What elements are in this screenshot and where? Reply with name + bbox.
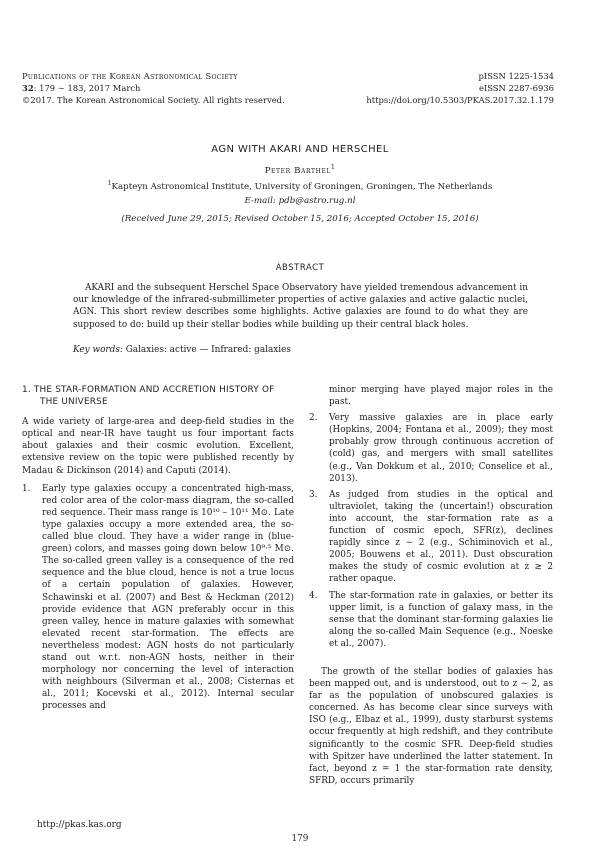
intro-paragraph: A wide variety of large-area and deep-field studies in the optical and near-IR have taught us four important facts about galaxies and their cosmic evolution. Excellent, extensive review on the topic were published recently by Madau & Dickinson (2014) and Caputi (2014). <box>22 417 294 476</box>
keywords-label: Key words: <box>73 345 123 355</box>
list-item <box>309 384 553 408</box>
volume-number: 32 <box>22 83 34 94</box>
list-item <box>309 489 553 586</box>
list-number: 4. <box>309 590 318 601</box>
item-1-text: Early type galaxies occupy a concentrated high-mass, red color area of the color-mass diagram, the so-called red sequence. Their mass range is 10¹⁰ – 10¹¹ M⊙. Late type galaxies occupy a more extended area, the so-called blue cloud. They have a wider range in (blue-green) colors, and masses going down below 10⁹·⁵ M⊙. The so-called green valley is a consequence of the red sequence and the blue cloud, hence is not a true locus of a certain population of galaxies. However, Schawinski et al. (2007) and Best & Heckman (2012) provide evidence that AGN preferably occur in this green valley, hence in mature galaxies with somewhat elevated recent star-formation. The effects are nevertheless modest: AGN hosts do not particularly stand out w.r.t. non-AGN hosts, neither in their morphology nor concerning the level of interaction with neighbours (Silverman et al., 2008; Cisternas et al., 2011; Kocevski et al., 2012). Internal secular processes and <box>42 483 294 712</box>
item-3-text: As judged from studies in the optical and ultraviolet, taking the (uncertain!) obscuration into account, the star-formation rate as a function of cosmic epoch, SFR(z), declines rapidly since z ∼ 2 (e.g., Schiminovich et al., 2005; Bouwens et al., 2011). Dust obscuration makes the study of cosmic evolution at z ≳ 2 rather opaque. <box>329 489 553 585</box>
affiliation-sup: 1 <box>107 180 112 187</box>
author-name: Peter Barthel <box>264 165 331 176</box>
list-item <box>309 412 553 485</box>
volume-line <box>22 82 352 94</box>
issn-block <box>324 70 554 107</box>
received-dates: (Received June 29, 2015; Revised October 15, 2016; Accepted October 15, 2016) <box>121 214 479 224</box>
left-column <box>22 384 294 716</box>
list-number: 3. <box>309 489 318 500</box>
eissn: eISSN 2287-6936 <box>478 83 554 94</box>
item-1-continued: minor merging have played major roles in the past. <box>329 385 553 408</box>
section-1-title: 1. THE STAR-FORMATION AND ACCRETION HISTORY OF THE UNIVERSE <box>22 385 275 408</box>
issue-pages: : 179 ∼ 183, 2017 March <box>33 83 141 94</box>
author-email[interactable]: E-mail: pdb@astro.rug.nl <box>244 196 356 206</box>
abstract-title: ABSTRACT <box>275 262 325 272</box>
keywords-line <box>73 345 291 355</box>
author-line <box>0 164 600 176</box>
right-column <box>309 384 553 787</box>
list-item <box>309 590 553 650</box>
page-number: 179 <box>291 834 309 844</box>
affiliation-line <box>0 180 600 192</box>
footer-url[interactable]: http://pkas.kas.org <box>37 820 122 830</box>
copyright: ©2017. The Korean Astronomical Society. All rights reserved. <box>22 95 285 106</box>
growth-paragraph: The growth of the stellar bodies of galaxies has been mapped out, and is understood, out to z ∼ 2, as far as the population of unobscured galaxies is concerned. As has become clear since surveys with ISO (e.g., Elbaz et al., 1999), dusty starburst systems occur frequently at high redshift, and they contribute significantly to the cosmic SFR. Deep-field studies with Spitzer have underlined the latter statement. In fact, beyond z = 1 the star-formation rate density, SFRD, occurs primarily <box>309 666 553 786</box>
abstract-text: AKARI and the subsequent Herschel Space Observatory have yielded tremendous advancement in our knowledge of the infrared-submillimeter properties of active galaxies and active galactic nuclei, AGN. This short review describes some highlights. Active galaxies are found to do what they are supposed to do: build up their stellar bodies while building up their central black holes. <box>73 283 528 330</box>
item-2-text: Very massive galaxies are in place early (Hopkins, 2004; Fontana et al., 2009); they most probably grow through continuous accretion of (cold) gas, and mergers with small satellites (e.g., Van Dokkum et al., 2010; Conselice et al., 2013). <box>329 413 553 484</box>
item-4-text: The star-formation rate in galaxies, or better its upper limit, is a function of galaxy mass, in the sense that the dominant star-forming galaxies lie along the so-called Main Sequence (e.g., Noeske et al., 2007). <box>329 590 553 649</box>
list-number: 2. <box>309 413 318 424</box>
author-sup: 1 <box>331 164 336 171</box>
list-number: 1. <box>22 483 31 494</box>
doi-link[interactable]: https://doi.org/10.5303/PKAS.2017.32.1.179 <box>366 95 554 106</box>
paper-title: AGN WITH AKARI AND HERSCHEL <box>211 144 389 155</box>
pissn: pISSN 1225-1534 <box>478 71 554 81</box>
journal-header <box>22 70 352 107</box>
list-item <box>22 483 294 713</box>
keywords: Galaxies: active — Infrared: galaxies <box>122 345 291 355</box>
journal-name: Publications of the Korean Astronomical Society <box>22 71 238 81</box>
affiliation: Kapteyn Astronomical Institute, University of Groningen, Groningen, The Netherlands <box>111 181 493 192</box>
